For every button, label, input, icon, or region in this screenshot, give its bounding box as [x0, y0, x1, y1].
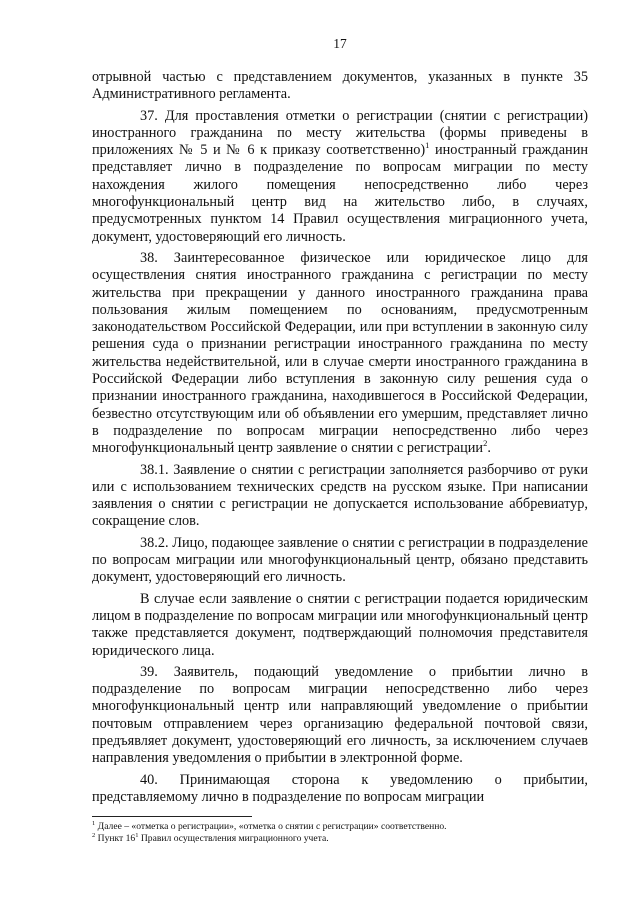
footnote-2: $^2$ Пункт $16^1$ Правил осуществления миграционного учета.: [92, 831, 329, 844]
paragraph-39: 39. Заявитель, подающий уведомление о прибытии лично в подразделение по вопросам миграции непосредственно либо через многофункциональный центр или направляющий уведомление о прибытии почтовым отправлением через организацию федеральной почтовой связи, предъявляет документ, удостоверяющий его личность, за исключением случаев направления уведомления о прибытии в электронной форме.: [92, 663, 588, 767]
paragraph-37: 37. Для проставления отметки о регистрации (снятии с регистрации) иностранного гражданина по месту жительства (формы приведены в приложениях № 5 и № 6 к приказу соответственно)$^1$ иностранный гражданин представляет лично в подразделение по вопросам миграции по месту нахождения жилого помещения непосредственно либо через многофункциональный центр вид на жительство либо, в случаях, предусмотренных пунктом 14 Правил осуществления миграционного учета, документ, удостоверяющий его личность.: [92, 107, 589, 245]
page-number: 17: [333, 36, 347, 51]
footnote-ref-1: 1: [425, 140, 430, 151]
footnotes: [92, 816, 588, 845]
paragraph-40: 40. Принимающая сторона к уведомлению о прибытии, представляемому лично в подразделение по вопросам миграции: [92, 771, 588, 805]
footnote-ref-2: 2: [483, 438, 488, 449]
paragraph-38-1: 38.1. Заявление о снятии с регистрации заполняется разборчиво от руки или с использованием технических средств на русском языке. При написании заявления о снятии с регистрации не допускается использование аббревиатур, сокращение слов.: [92, 461, 588, 530]
paragraph-38-2-legal-entity: В случае если заявление о снятии с регистрации подается юридическим лицом в подразделение по вопросам миграции или многофункциональный центр также представляется документ, подтверждающий полномочия представителя юридического лица.: [92, 590, 588, 659]
footnote-divider: [92, 816, 252, 817]
paragraph-38-2: 38.2. Лицо, подающее заявление о снятии с регистрации в подразделение по вопросам миграции или многофункциональный центр, обязано представить документ, удостоверяющий его личность.: [92, 534, 588, 586]
footnote-1: $^1$ Далее – «отметка о регистрации», «отметка о снятии с регистрации» соответственно.: [92, 819, 447, 832]
paragraph-38: 38. Заинтересованное физическое или юридическое лицо для осуществления снятия иностранного гражданина с регистрации по месту жительства при прекращении у данного иностранного гражданина права пользования жилым помещением по основаниям, предусмотренным законодательством Российской Федерации, или при вступлении в законную силу решения суда о признании регистрации иностранного гражданина по месту жительства недействительной, или в случае смерти иностранного гражданина в Российской Федерации либо вступления в законную силу решения суда о признании иностранного гражданина, находившегося в Российской Федерации, безвестно отсутствующим или об объявлении его умершим, представляет лично в подразделение по вопросам миграции непосредственно либо через многофункциональный центр заявление о снятии с регистрации$^2$.: [92, 249, 588, 457]
paragraph-continuation: отрывной частью с представлением документов, указанных в пункте 35 Административного регламента.: [92, 69, 588, 103]
